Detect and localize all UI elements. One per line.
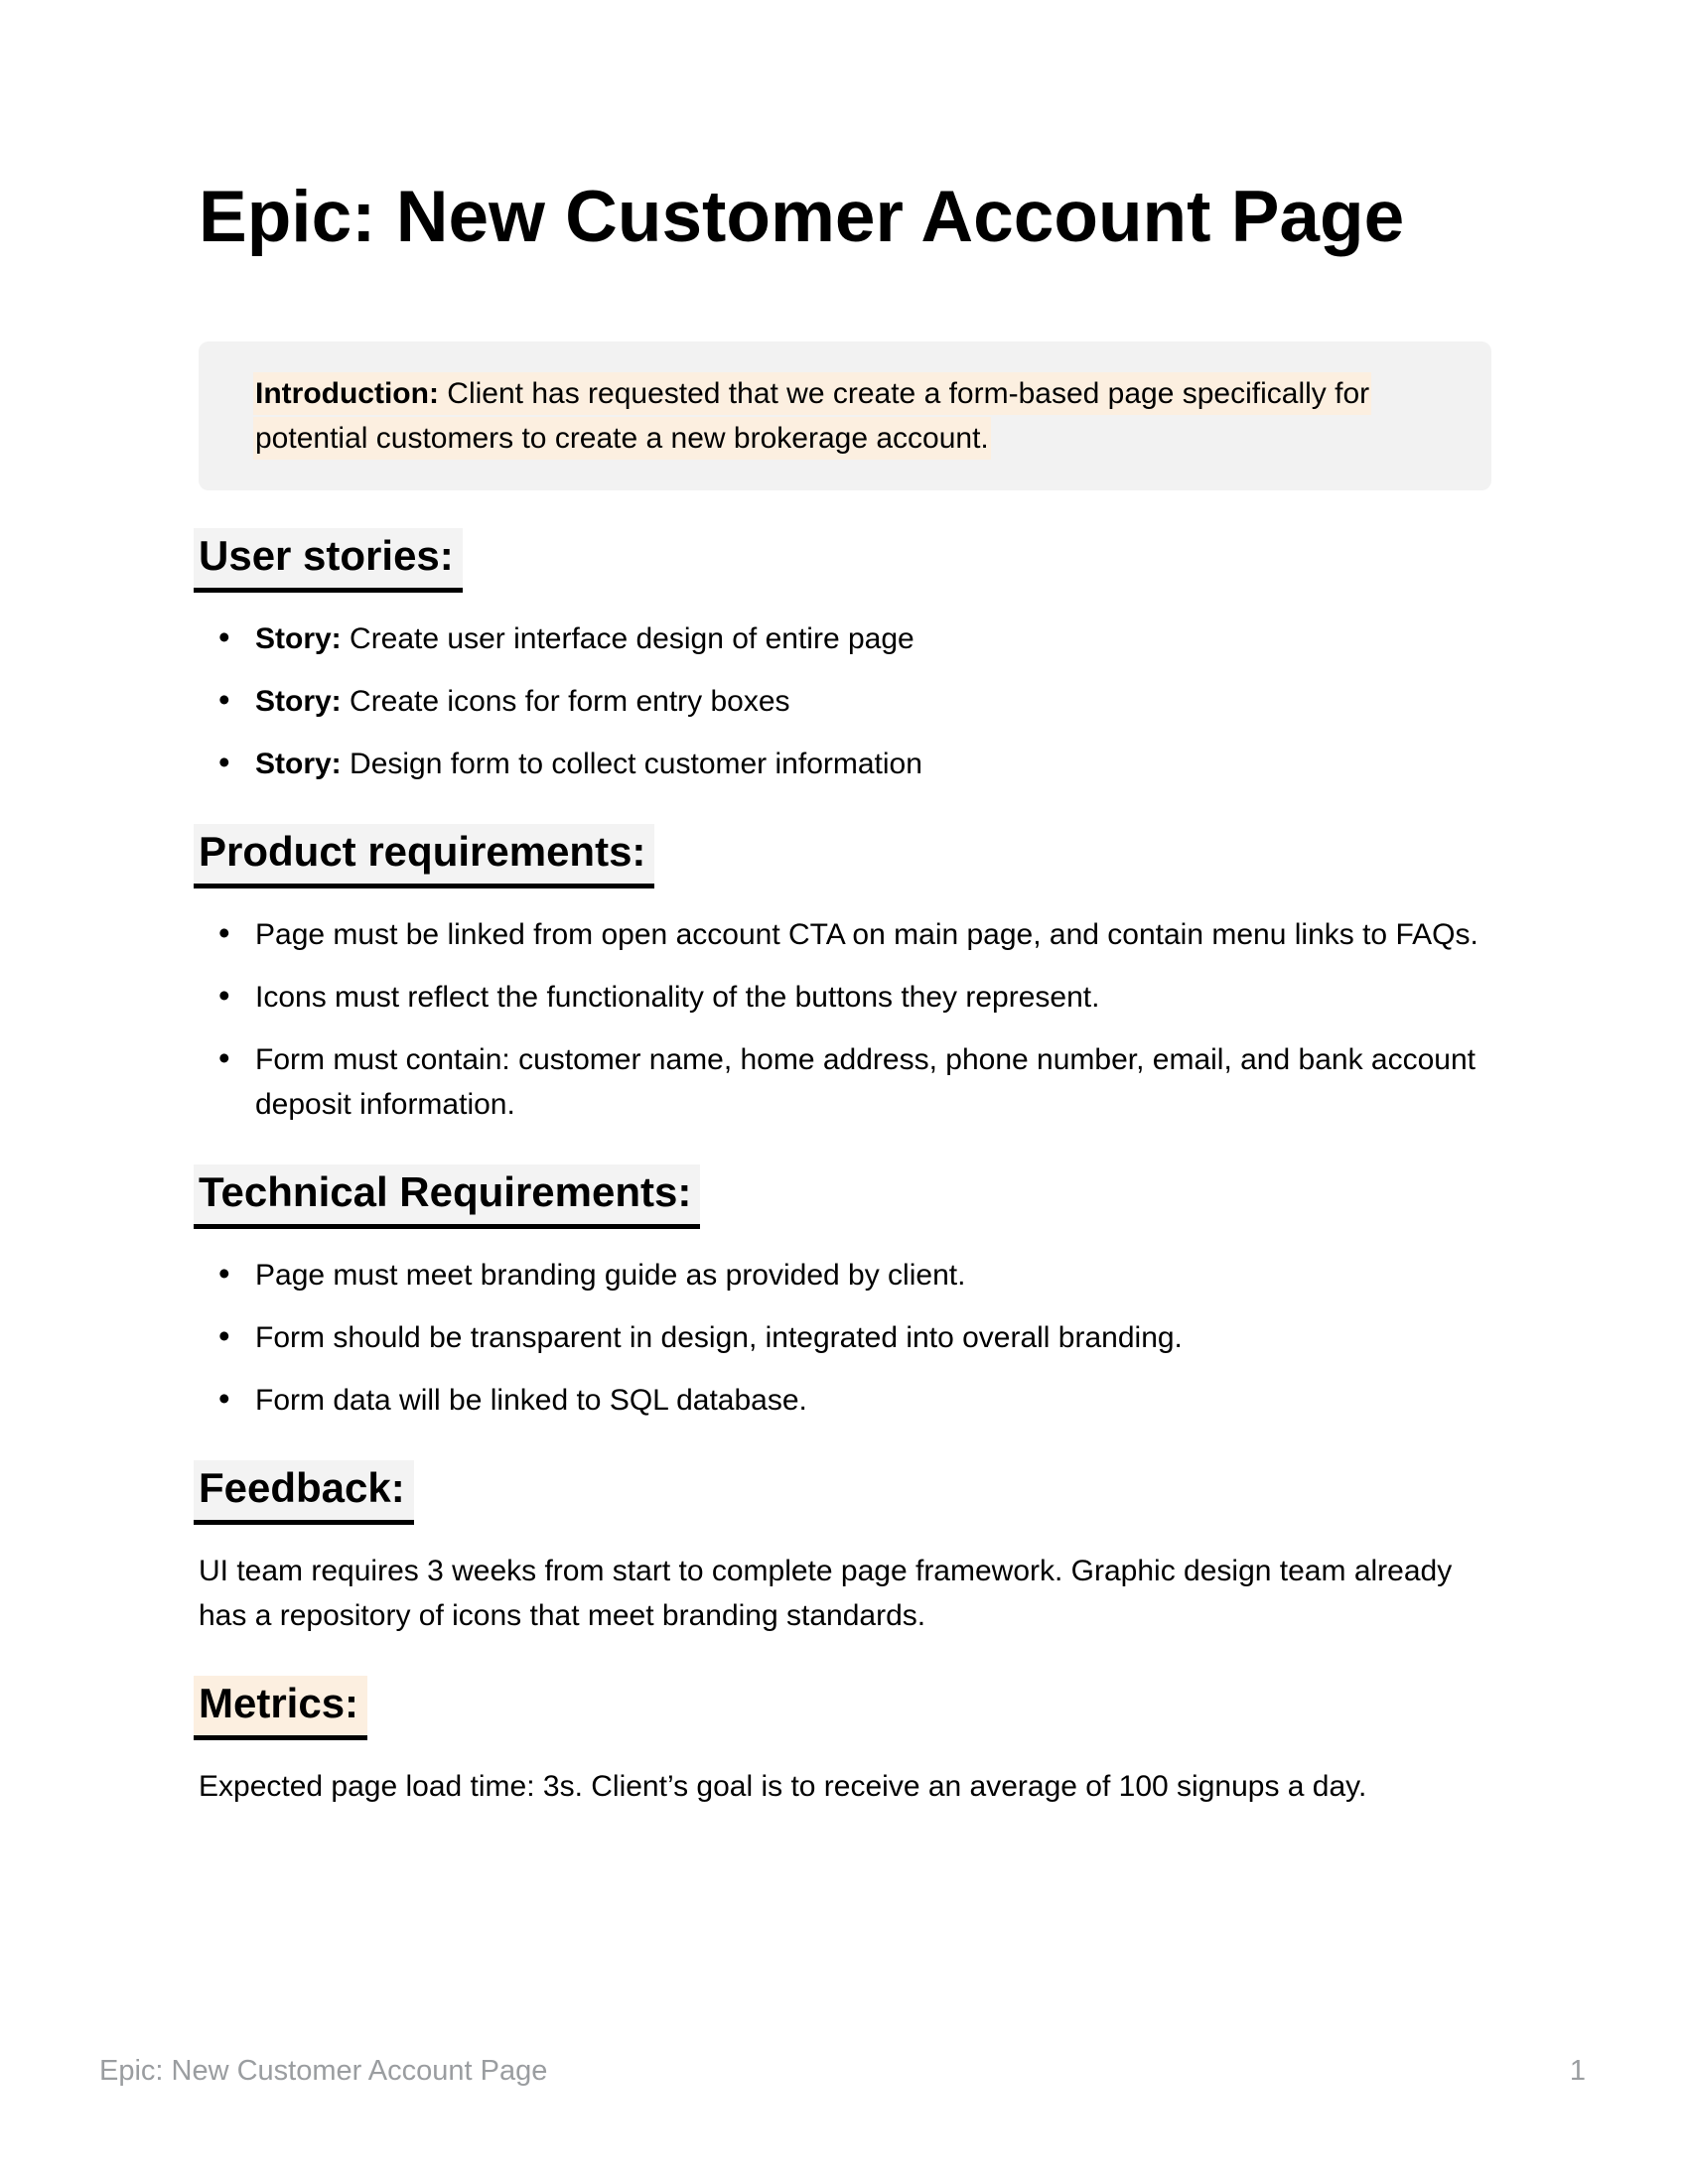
bullet-label: Story:: [255, 622, 342, 655]
bullet-label: Story:: [255, 685, 342, 718]
list-item: [199, 1378, 1491, 1423]
bullet-text: Page must meet branding guide as provided by client.: [255, 1259, 966, 1292]
footer-document-title: Epic: New Customer Account Page: [99, 2055, 548, 2087]
bullet-text: Form data will be linked to SQL database.: [255, 1384, 807, 1417]
introduction-paragraph: [253, 371, 1437, 461]
heading-user-stories-text: User stories:: [194, 528, 463, 593]
introduction-highlight: [253, 372, 1371, 460]
section-metrics: [199, 1676, 1491, 1809]
feedback-paragraph: UI team requires 3 weeks from start to complete page framework. Graphic design team already has a repository of icons that meet branding standards.: [199, 1555, 1453, 1632]
heading-feedback: [199, 1460, 1491, 1525]
list-item: [199, 616, 1491, 661]
list-item: [199, 679, 1491, 724]
section-product-requirements: [199, 824, 1491, 1127]
heading-technical-requirements-text: Technical Requirements:: [194, 1164, 700, 1229]
user-stories-list: [199, 616, 1491, 786]
introduction-label: Introduction:: [255, 377, 439, 410]
heading-feedback-text: Feedback:: [194, 1460, 414, 1525]
list-item: [199, 1315, 1491, 1360]
section-feedback: [199, 1460, 1491, 1638]
heading-metrics: [199, 1676, 1491, 1740]
bullet-text: Form should be transparent in design, integrated into overall branding.: [255, 1321, 1183, 1354]
section-technical-requirements: [199, 1164, 1491, 1423]
technical-requirements-list: [199, 1253, 1491, 1423]
introduction-text: Client has requested that we create a form-based page specifically for potential customers to create a new brokerage account.: [255, 377, 1370, 455]
list-item: [199, 742, 1491, 786]
heading-user-stories: [199, 528, 1491, 593]
bullet-label: Story:: [255, 748, 342, 780]
bullet-text: Form must contain: customer name, home address, phone number, email, and bank account deposit information.: [255, 1043, 1476, 1121]
section-user-stories: [199, 528, 1491, 786]
list-item: [199, 912, 1491, 957]
list-item: [199, 975, 1491, 1020]
page-footer: [99, 2055, 1586, 2088]
document-body: [199, 0, 1491, 1819]
heading-technical-requirements: [199, 1164, 1491, 1229]
metrics-paragraph: Expected page load time: 3s. Client’s goal is to receive an average of 100 signups a day.: [199, 1770, 1367, 1803]
bullet-text: Create icons for form entry boxes: [341, 685, 790, 718]
heading-product-requirements-text: Product requirements:: [194, 824, 654, 888]
product-requirements-list: [199, 912, 1491, 1127]
bullet-text: Icons must reflect the functionality of the buttons they represent.: [255, 981, 1100, 1014]
footer-page-number: 1: [1569, 2055, 1586, 2087]
bullet-text: Design form to collect customer information: [341, 748, 922, 780]
list-item: [199, 1253, 1491, 1297]
bullet-text: Create user interface design of entire page: [341, 622, 914, 655]
introduction-callout: [199, 341, 1491, 490]
heading-metrics-text: Metrics:: [194, 1676, 367, 1740]
bullet-text: Page must be linked from open account CTA on main page, and contain menu links to FAQs.: [255, 918, 1478, 951]
list-item: [199, 1037, 1491, 1127]
page-title: Epic: New Customer Account Page: [199, 177, 1405, 257]
heading-product-requirements: [199, 824, 1491, 888]
